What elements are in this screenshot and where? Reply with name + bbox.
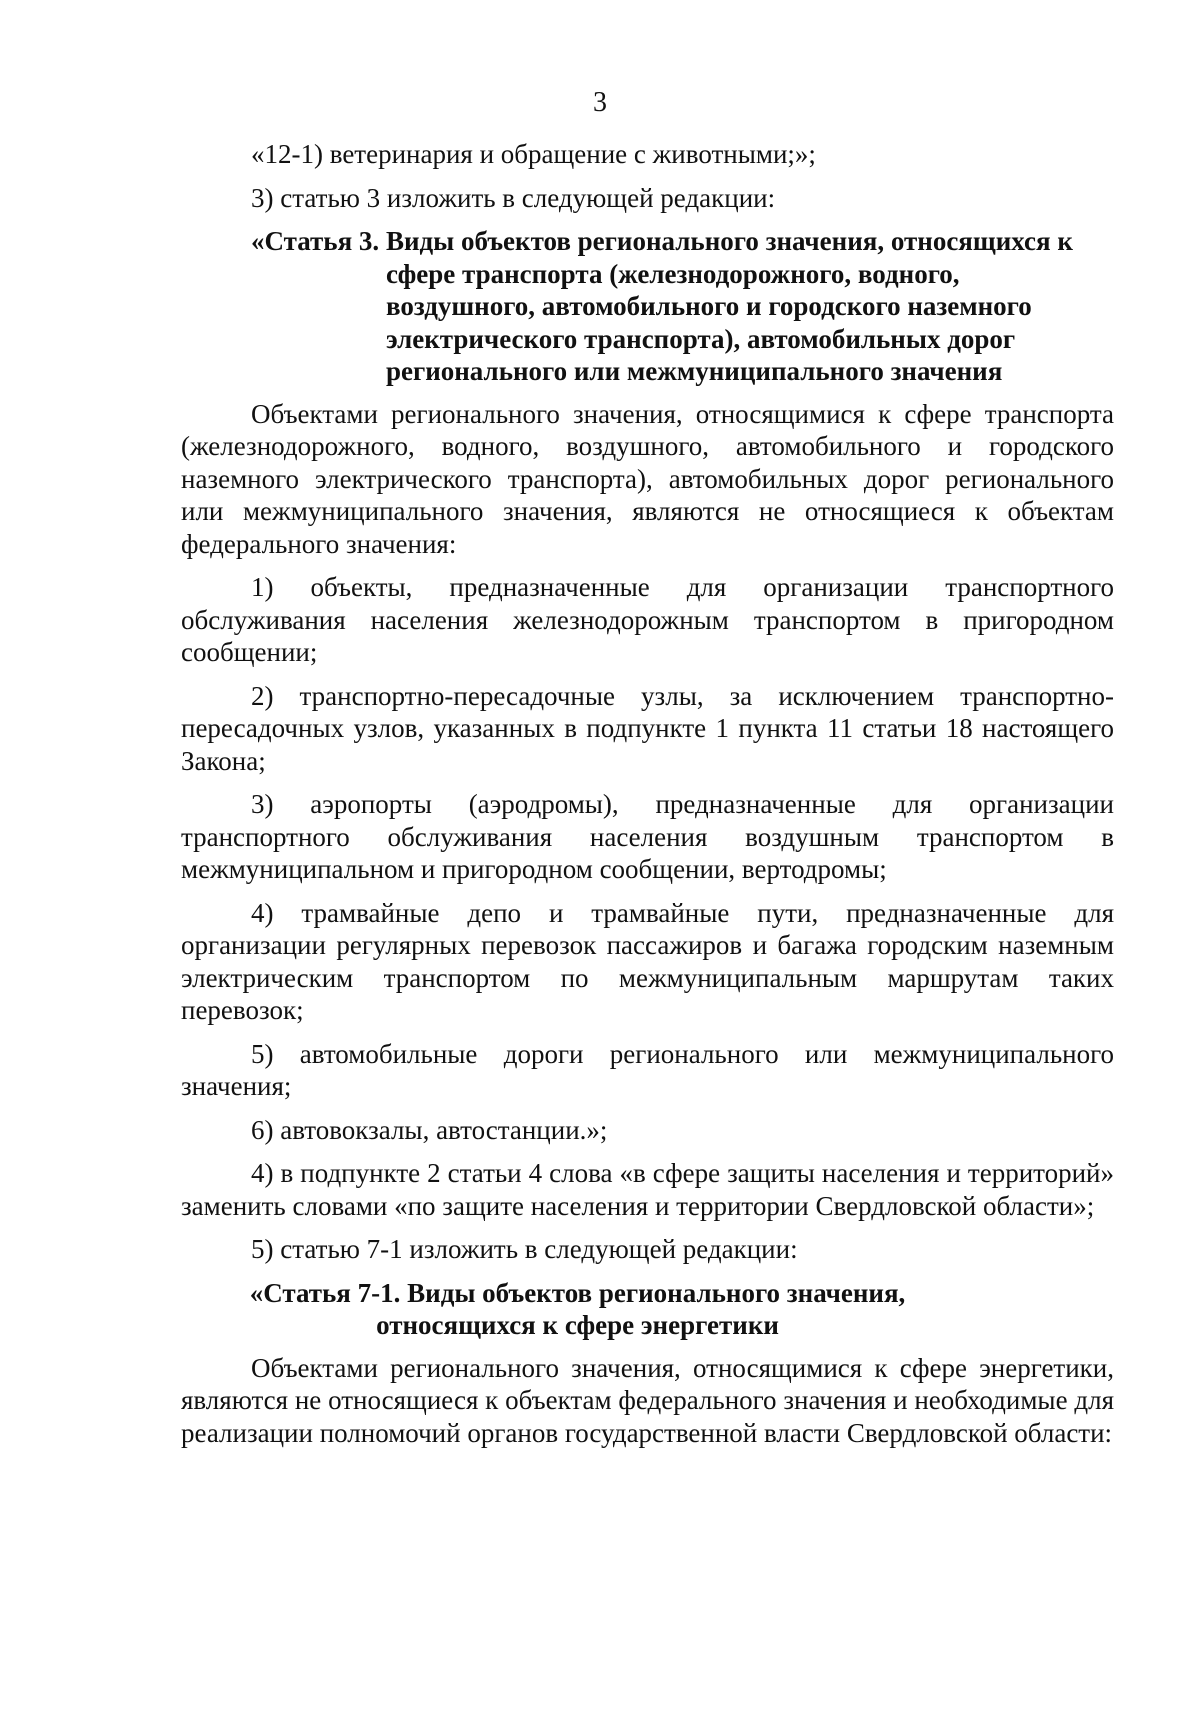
article-3-label: «Статья 3. (251, 226, 386, 256)
article-3-item-5: 5) автомобильные дороги регионального или межмуниципального значения; (181, 1038, 1114, 1101)
article-3-heading (181, 225, 1114, 388)
article-7-1-heading (181, 1277, 1114, 1342)
paragraph-vet-item: «12-1) ветеринария и обращение с животными;»; (251, 139, 816, 169)
article-3-item-2: 2) транспортно-пересадочные узлы, за исключением транспортно-пересадочных узлов, указанных в подпункте 1 пункта 11 статьи 18 настоящего Закона; (181, 680, 1114, 776)
paragraph-item-5: 5) статью 7-1 изложить в следующей редакции: (251, 1234, 798, 1264)
paragraph-item-3: 3) статью 3 изложить в следующей редакции: (251, 182, 776, 213)
article-3-item-1: 1) объекты, предназначенные для организации транспортного обслуживания населения железнодорожным транспортом в пригородном сообщении; (181, 572, 1114, 667)
article-7-1-heading-line2: относящихся к сфере энергетики (376, 1310, 779, 1340)
article-3-item-6: 6) автовокзалы, автостанции.»; (251, 1114, 608, 1145)
article-3-item-4: 4) трамвайные депо и трамвайные пути, предназначенные для организации регулярных перевозок пассажиров и багажа городским наземным электрическим транспортом по межмуниципальным маршрутам таких перевозок; (181, 897, 1114, 1025)
article-3-title: Виды объектов регионального значения, относящихся к сфере транспорта (железнодорожного, водного, воздушного, автомобильного и городского наземного электрического транспорта), автомобильных дорог регионального или межмуниципального значения (385, 226, 1073, 386)
article-7-1-intro: Объектами регионального значения, относящимися к сфере энергетики, являются не относящиеся к объектам федерального значения и необходимые для реализации полномочий органов государственной власти Свердловской области: (181, 1352, 1114, 1448)
page-number: 3 (593, 87, 607, 118)
article-3-item-3: 3) аэропорты (аэродромы), предназначенные для организации транспортного обслуживания населения воздушным транспортом в межмуниципальном и пригородном сообщении, вертодромы; (181, 789, 1114, 884)
paragraph-item-4: 4) в подпункте 2 статьи 4 слова «в сфере защиты населения и территорий» заменить словами «по защите населения и территории Свердловской области»; (181, 1158, 1114, 1221)
document-body (181, 138, 1114, 1460)
article-3-intro: Объектами регионального значения, относящимися к сфере транспорта (железнодорожного, водного, воздушного, автомобильного и городского наземного электрического транспорта), автомобильных дорог регионального или межмуниципального значения, являются не относящиеся к объектам федерального значения: (181, 398, 1114, 559)
article-7-1-heading-line1: «Статья 7-1. Виды объектов регионального значения, (249, 1277, 906, 1308)
